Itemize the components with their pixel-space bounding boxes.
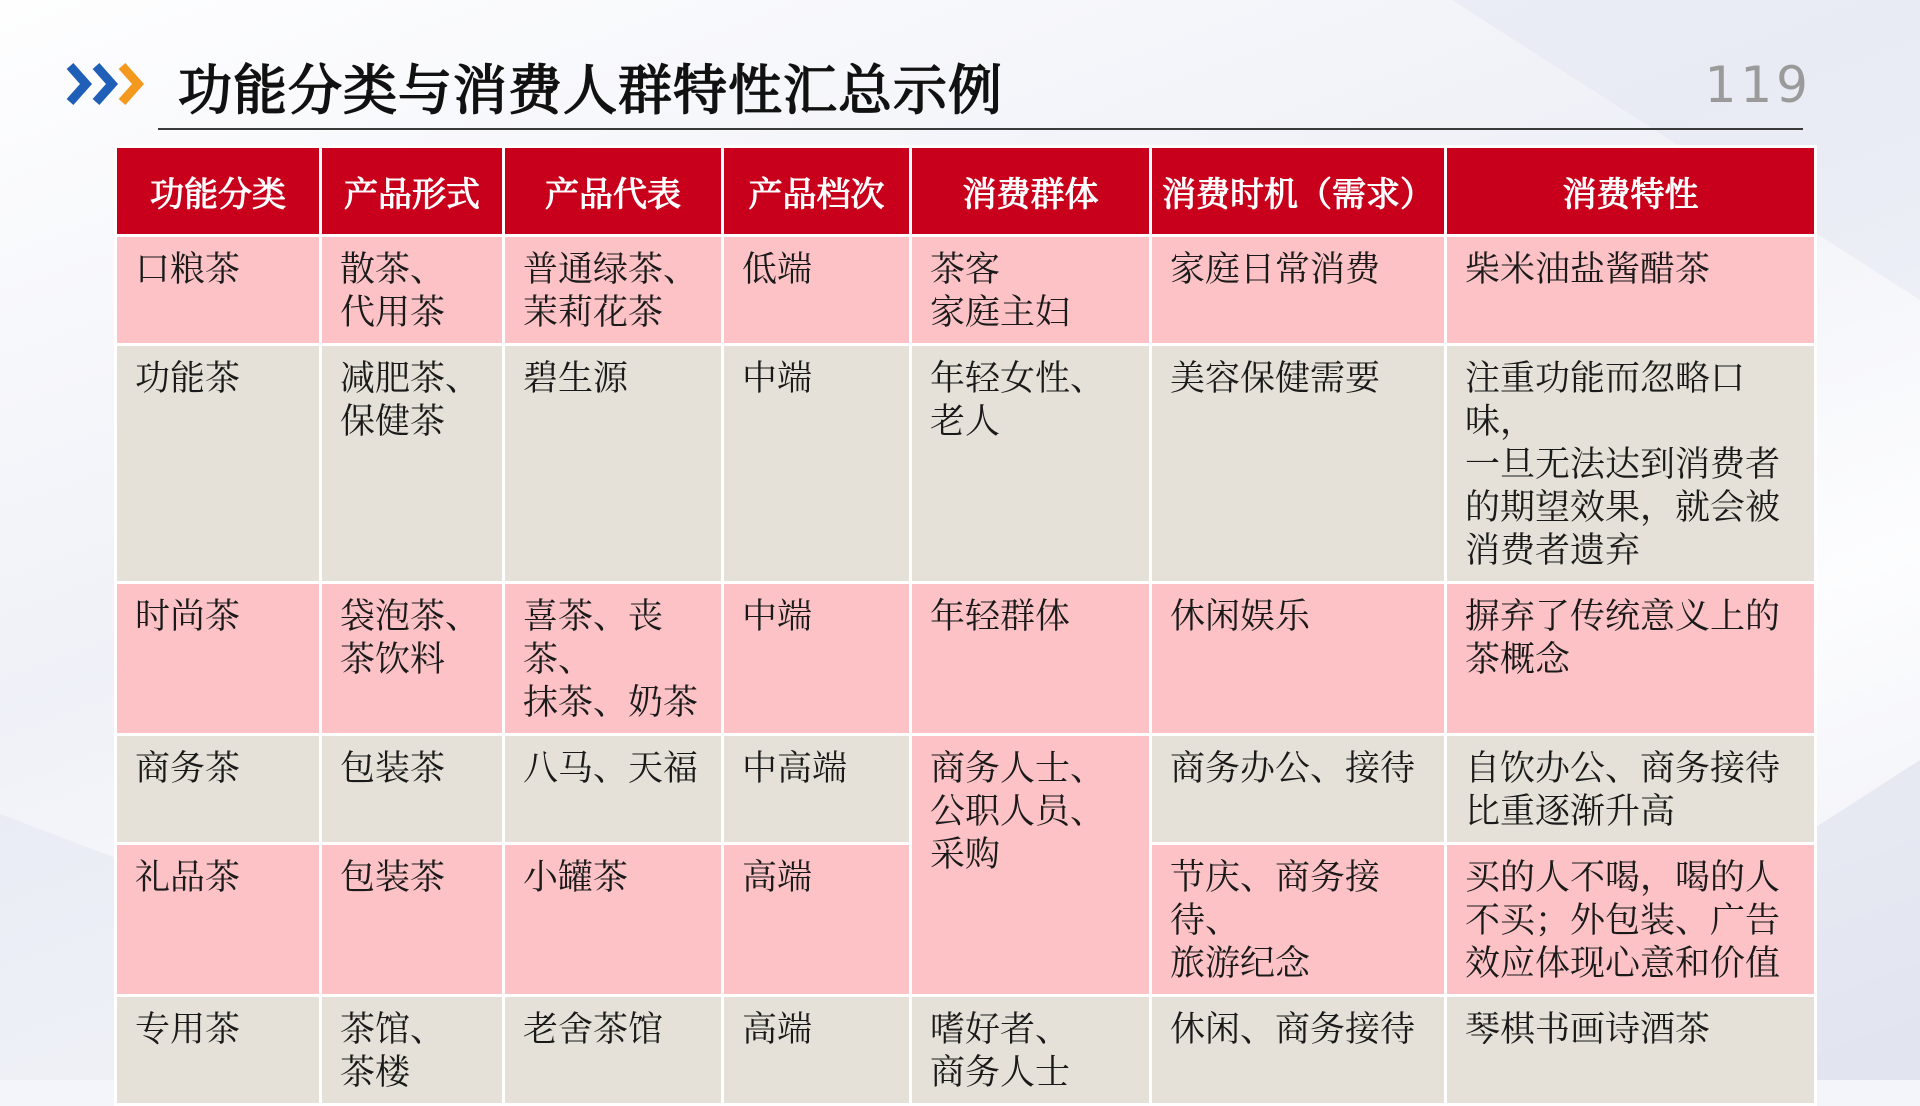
table-cell: 摒弃了传统意义上的 茶概念 bbox=[1446, 583, 1816, 735]
table-cell: 包装茶 bbox=[321, 735, 504, 844]
table-cell: 美容保健需要 bbox=[1151, 345, 1446, 583]
table-cell: 商务办公、接待 bbox=[1151, 735, 1446, 844]
header-product-form: 产品形式 bbox=[321, 147, 504, 236]
table-cell: 口粮茶 bbox=[116, 236, 321, 345]
table-cell: 高端 bbox=[723, 844, 911, 996]
table-cell: 琴棋书画诗酒茶 bbox=[1446, 996, 1816, 1105]
table-cell: 老舍茶馆 bbox=[504, 996, 723, 1105]
table-cell: 低端 bbox=[723, 236, 911, 345]
table-cell: 自饮办公、商务接待 比重逐渐升高 bbox=[1446, 735, 1816, 844]
table-row bbox=[116, 996, 1816, 1105]
table-cell: 小罐茶 bbox=[504, 844, 723, 996]
table-cell: 高端 bbox=[723, 996, 911, 1105]
table-row bbox=[116, 735, 1816, 844]
page-title: 功能分类与消费人群特性汇总示例 bbox=[178, 59, 1003, 122]
page-number: 119 bbox=[1704, 56, 1812, 114]
table-cell: 茶客 家庭主妇 bbox=[911, 236, 1151, 345]
table-cell: 礼品茶 bbox=[116, 844, 321, 996]
header-function-category: 功能分类 bbox=[116, 147, 321, 236]
table-cell: 柴米油盐酱醋茶 bbox=[1446, 236, 1816, 345]
table-cell: 散茶、 代用茶 bbox=[321, 236, 504, 345]
header-product-grade: 产品档次 bbox=[723, 147, 911, 236]
table-cell: 买的人不喝，喝的人 不买；外包装、广告 效应体现心意和价值 bbox=[1446, 844, 1816, 996]
table-header-row bbox=[116, 147, 1816, 236]
table-cell: 八马、天福 bbox=[504, 735, 723, 844]
table-cell: 专用茶 bbox=[116, 996, 321, 1105]
table-cell: 节庆、商务接待、 旅游纪念 bbox=[1151, 844, 1446, 996]
header-product-representative: 产品代表 bbox=[504, 147, 723, 236]
table-row bbox=[116, 583, 1816, 735]
table-cell: 年轻女性、 老人 bbox=[911, 345, 1151, 583]
header-consumption-occasion: 消费时机（需求） bbox=[1151, 147, 1446, 236]
table-cell: 减肥茶、 保健茶 bbox=[321, 345, 504, 583]
table-cell: 茶馆、 茶楼 bbox=[321, 996, 504, 1105]
triple-chevron-right-icon bbox=[66, 60, 150, 108]
table-cell: 商务茶 bbox=[116, 735, 321, 844]
table-cell: 年轻群体 bbox=[911, 583, 1151, 735]
table-cell: 休闲、商务接待 bbox=[1151, 996, 1446, 1105]
header-consumer-group: 消费群体 bbox=[911, 147, 1151, 236]
table-cell: 时尚茶 bbox=[116, 583, 321, 735]
table-cell: 包装茶 bbox=[321, 844, 504, 996]
summary-table bbox=[114, 145, 1817, 1106]
table-cell: 袋泡茶、 茶饮料 bbox=[321, 583, 504, 735]
table-row bbox=[116, 345, 1816, 583]
table-cell: 注重功能而忽略口味， 一旦无法达到消费者 的期望效果，就会被 消费者遗弃 bbox=[1446, 345, 1816, 583]
table-cell: 嗜好者、 商务人士 bbox=[911, 996, 1151, 1105]
table-cell: 家庭日常消费 bbox=[1151, 236, 1446, 345]
table-cell-merged: 商务人士、 公职人员、 采购 bbox=[911, 735, 1151, 996]
title-divider bbox=[158, 128, 1803, 130]
table-cell: 碧生源 bbox=[504, 345, 723, 583]
table-cell: 中高端 bbox=[723, 735, 911, 844]
table-cell: 功能茶 bbox=[116, 345, 321, 583]
summary-table-container bbox=[114, 145, 1814, 1106]
table-cell: 喜茶、丧茶、 抹茶、奶茶 bbox=[504, 583, 723, 735]
header-consumption-trait: 消费特性 bbox=[1446, 147, 1816, 236]
table-row bbox=[116, 236, 1816, 345]
table-cell: 中端 bbox=[723, 345, 911, 583]
table-cell: 普通绿茶、 茉莉花茶 bbox=[504, 236, 723, 345]
table-cell: 中端 bbox=[723, 583, 911, 735]
table-cell: 休闲娱乐 bbox=[1151, 583, 1446, 735]
